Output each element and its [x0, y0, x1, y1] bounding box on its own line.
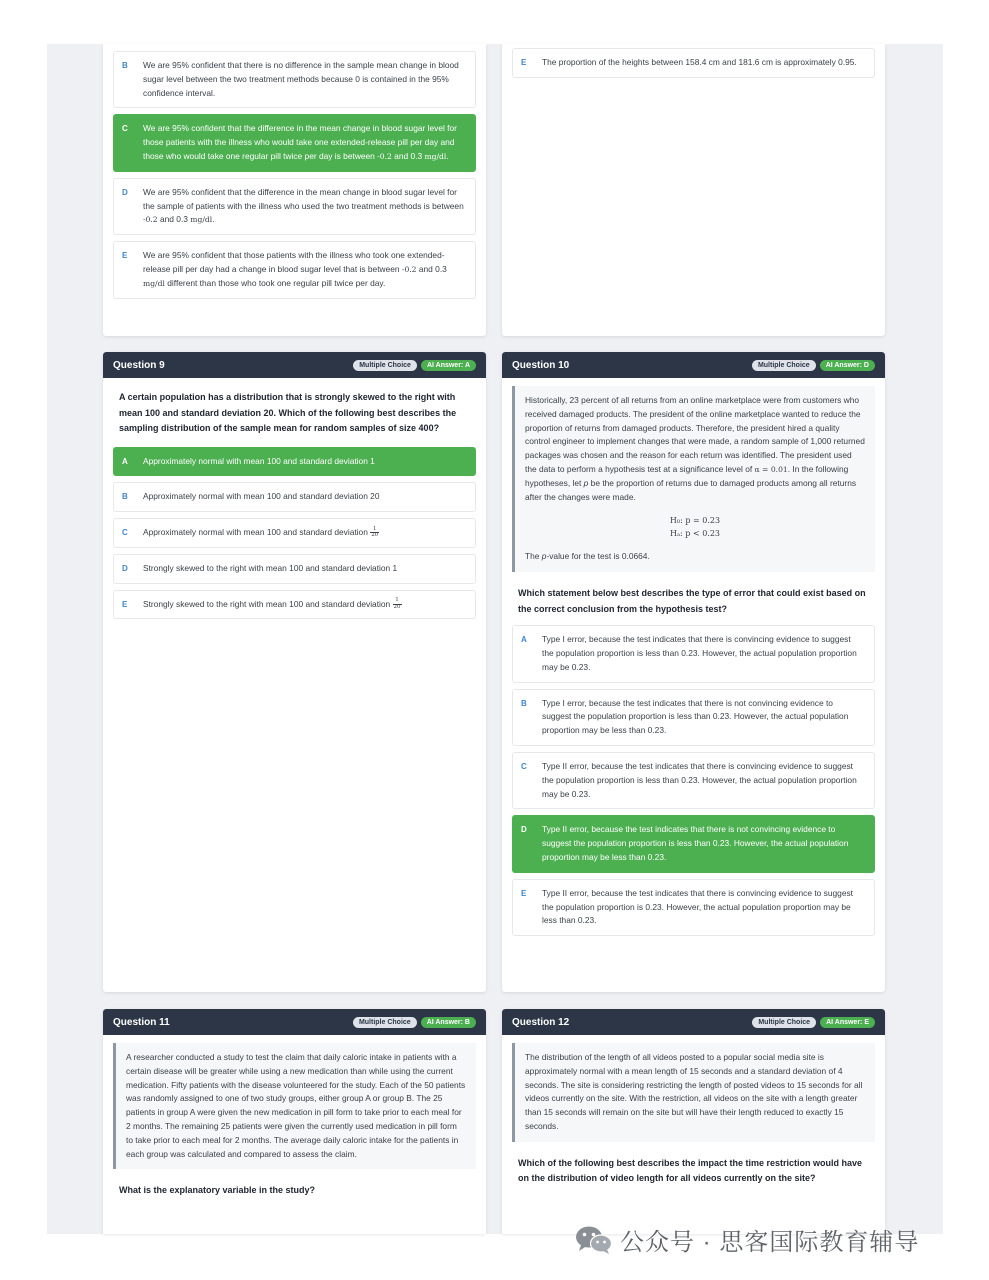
answer-badge: AI Answer: A	[421, 360, 476, 371]
option-letter: C	[521, 761, 527, 771]
q9-option-c[interactable]	[113, 518, 476, 548]
q9-option-e[interactable]	[113, 590, 476, 620]
wechat-icon	[574, 1225, 614, 1255]
option-text: Type I error, because the test indicates that there is not convincing evidence to suggest the population proportion is less than 0.23. However, the actual population proportion may be less than 0.23.	[542, 697, 849, 736]
hypotheses	[525, 514, 865, 540]
q9-option-d[interactable]	[113, 554, 476, 584]
option-letter: E	[521, 888, 527, 898]
option-letter: D	[122, 563, 128, 573]
option-text: We are 95% confident that there is no difference in the sample mean change in blood sugar level between the two treatment methods because 0 is contained in the 95% confidence interval.	[143, 60, 459, 98]
q10-option-e[interactable]	[512, 879, 875, 936]
option-text: Type II error, because the test indicates that there is convincing evidence to suggest the population proportion is less than 0.23. However, the actual population proportion may be 0.23.	[542, 760, 857, 799]
answer-badge: AI Answer: D	[820, 360, 875, 371]
option-text: Approximately normal with mean 100 and standard deviation 20	[143, 491, 380, 502]
option-letter: D	[122, 187, 128, 197]
option-letter: C	[122, 528, 128, 538]
q7-option-e[interactable]	[512, 48, 875, 78]
option-text: We are 95% confident that the difference in the mean change in blood sugar level for the sample of patients with the illness who used the two treatment methods is between -0.2 and 0.3 mg/dl.	[143, 186, 464, 225]
question-title: Question 12	[512, 1016, 570, 1028]
q8-option-d[interactable]	[113, 178, 476, 235]
question-10-card	[502, 352, 885, 992]
option-text: We are 95% confident that those patients with the illness who took one extended-release pill per day had a change in blood sugar level that is between -0.2 and 0.3 mg/dl different than those who took one regular pill twice per day.	[143, 250, 447, 288]
option-text: Approximately normal with mean 100 and standard deviation 1	[143, 455, 375, 466]
question-12-card	[502, 1009, 885, 1234]
option-text: Type I error, because the test indicates that there is convincing evidence to suggest the population proportion is less than 0.23. However, the actual population proportion may be 0.23.	[542, 634, 857, 672]
option-letter: D	[521, 825, 527, 835]
question-stem: A certain population has a distribution that is strongly skewed to the right with mean 100 and standard deviation 20. Which of the following best describes the sampling distribution of the sample mean for random samples of size 400?	[119, 392, 457, 433]
type-badge: Multiple Choice	[353, 360, 417, 371]
question-header	[502, 352, 885, 378]
question-stem: Which statement below best describes the type of error that could exist based on the correct conclusion from the hypothesis test?	[518, 588, 866, 614]
option-letter: B	[122, 492, 128, 502]
null-hypothesis: H₀: p = 0.23	[669, 516, 721, 526]
question-passage: The distribution of the length of all videos posted to a popular social media site is approximately normal with a mean length of 15 seconds and a standard deviation of 4 seconds. The site is considering restricting the length of posted videos to 15 seconds for all videos currently on the site. With the restriction, all videos on the site with a length greater than 15 seconds will remain on the site but will have their length reduced to exactly 15 seconds.	[512, 1043, 875, 1142]
watermark	[574, 1222, 919, 1257]
option-letter: E	[122, 599, 128, 609]
question-title: Question 9	[113, 359, 165, 371]
question-8-card	[103, 44, 486, 336]
question-header	[103, 1009, 486, 1035]
q10-option-b[interactable]	[512, 689, 875, 746]
type-badge: Multiple Choice	[752, 1017, 816, 1028]
type-badge: Multiple Choice	[353, 1017, 417, 1028]
option-letter: C	[122, 124, 128, 134]
question-header	[103, 352, 486, 378]
watermark-text: 公众号 · 思客国际教育辅导	[620, 1229, 920, 1256]
q10-option-d[interactable]	[512, 815, 875, 872]
question-11-card	[103, 1009, 486, 1234]
option-text: Type II error, because the test indicates that there is not convincing evidence to suggest the population proportion is less than 0.23. However, the actual population proportion may be less than 0.23.	[542, 824, 849, 862]
question-stem: What is the explanatory variable in the study?	[119, 1185, 316, 1196]
page-sheet	[47, 44, 943, 1234]
option-letter: A	[521, 635, 527, 645]
option-text: We are 95% confident that the difference in the mean change in blood sugar level for those patients with the illness who would take one extended-release pill per day and those who would take one regular pill twice per day is between -0.2 and 0.3 mg/dl.	[143, 123, 457, 161]
answer-badge: AI Answer: B	[421, 1017, 476, 1028]
question-title: Question 10	[512, 359, 570, 371]
q9-option-a[interactable]	[113, 447, 476, 477]
option-text: Approximately normal with mean 100 and standard deviation $\frac{1}{20}$	[143, 525, 379, 539]
option-letter: B	[521, 698, 527, 708]
answer-badge: AI Answer: E	[820, 1017, 875, 1028]
option-letter: B	[122, 61, 128, 70]
fraction: $\frac{1}{20}$	[371, 525, 379, 539]
p-value-text: The p-value for the test is 0.0664.	[525, 551, 650, 562]
fraction: $\frac{1}{20}$	[393, 597, 401, 610]
option-letter: E	[122, 251, 128, 261]
alternative-hypothesis: Hₐ: p < 0.23	[669, 529, 721, 539]
option-text: Strongly skewed to the right with mean 100 and standard deviation $\frac{1}{20}$	[143, 597, 401, 610]
q10-option-c[interactable]	[512, 752, 875, 809]
question-header	[502, 1009, 885, 1035]
q8-option-e[interactable]	[113, 241, 476, 298]
q9-option-b[interactable]	[113, 482, 476, 512]
passage-text: Historically, 23 percent of all returns from an online marketplace were from customers who received damaged products. The president of the online marketplace wanted to reduce the proportion of returns from damaged products. Therefore, the president hired a quality control engineer to implement changes that were made, a random sample of 1,000 returned packages was chosen and the reason for each return was identified. The president used the data to perform a hypothesis test at a significance level of α = 0.01. In the following hypotheses, let p be the proportion of returns due to damaged products among all returns after the changes were made.	[525, 395, 865, 502]
q8-option-c[interactable]	[113, 114, 476, 171]
question-stem: Which of the following best describes the impact the time restriction would have on the distribution of video length for all videos currently on the site?	[518, 1157, 863, 1184]
type-badge: Multiple Choice	[752, 360, 816, 371]
option-text: Strongly skewed to the right with mean 100 and standard deviation 1	[143, 562, 398, 573]
question-passage: A researcher conducted a study to test the claim that daily caloric intake in patients with a certain disease will be greater while using a new medication than while using the current medication. Fifty patients with the disease volunteered for the study. Each of the 50 patients was randomly assigned to one of two study groups, either group A or group B. The 25 patients in group A were given the new medication in pill form to take prior to each meal for 2 months. The remaining 25 patients were given the currently used medication in pill form to take prior to each meal for 2 months. The average daily caloric intake for the patients in each group was calculated and compared to assess the claim.	[113, 1043, 476, 1169]
option-text: Type II error, because the test indicates that there is convincing evidence to suggest the population proportion is 0.23. However, the actual population proportion may be less than 0.23.	[542, 887, 853, 926]
question-title: Question 11	[113, 1016, 170, 1028]
option-letter: A	[122, 456, 128, 466]
question-7-card	[502, 44, 885, 336]
option-text: The proportion of the heights between 158.4 cm and 181.6 cm is approximately 0.95.	[542, 57, 857, 67]
question-passage	[512, 386, 875, 572]
q8-option-b[interactable]	[113, 51, 476, 108]
q10-option-a[interactable]	[512, 625, 875, 682]
option-letter: E	[521, 58, 527, 67]
question-9-card	[103, 352, 486, 992]
